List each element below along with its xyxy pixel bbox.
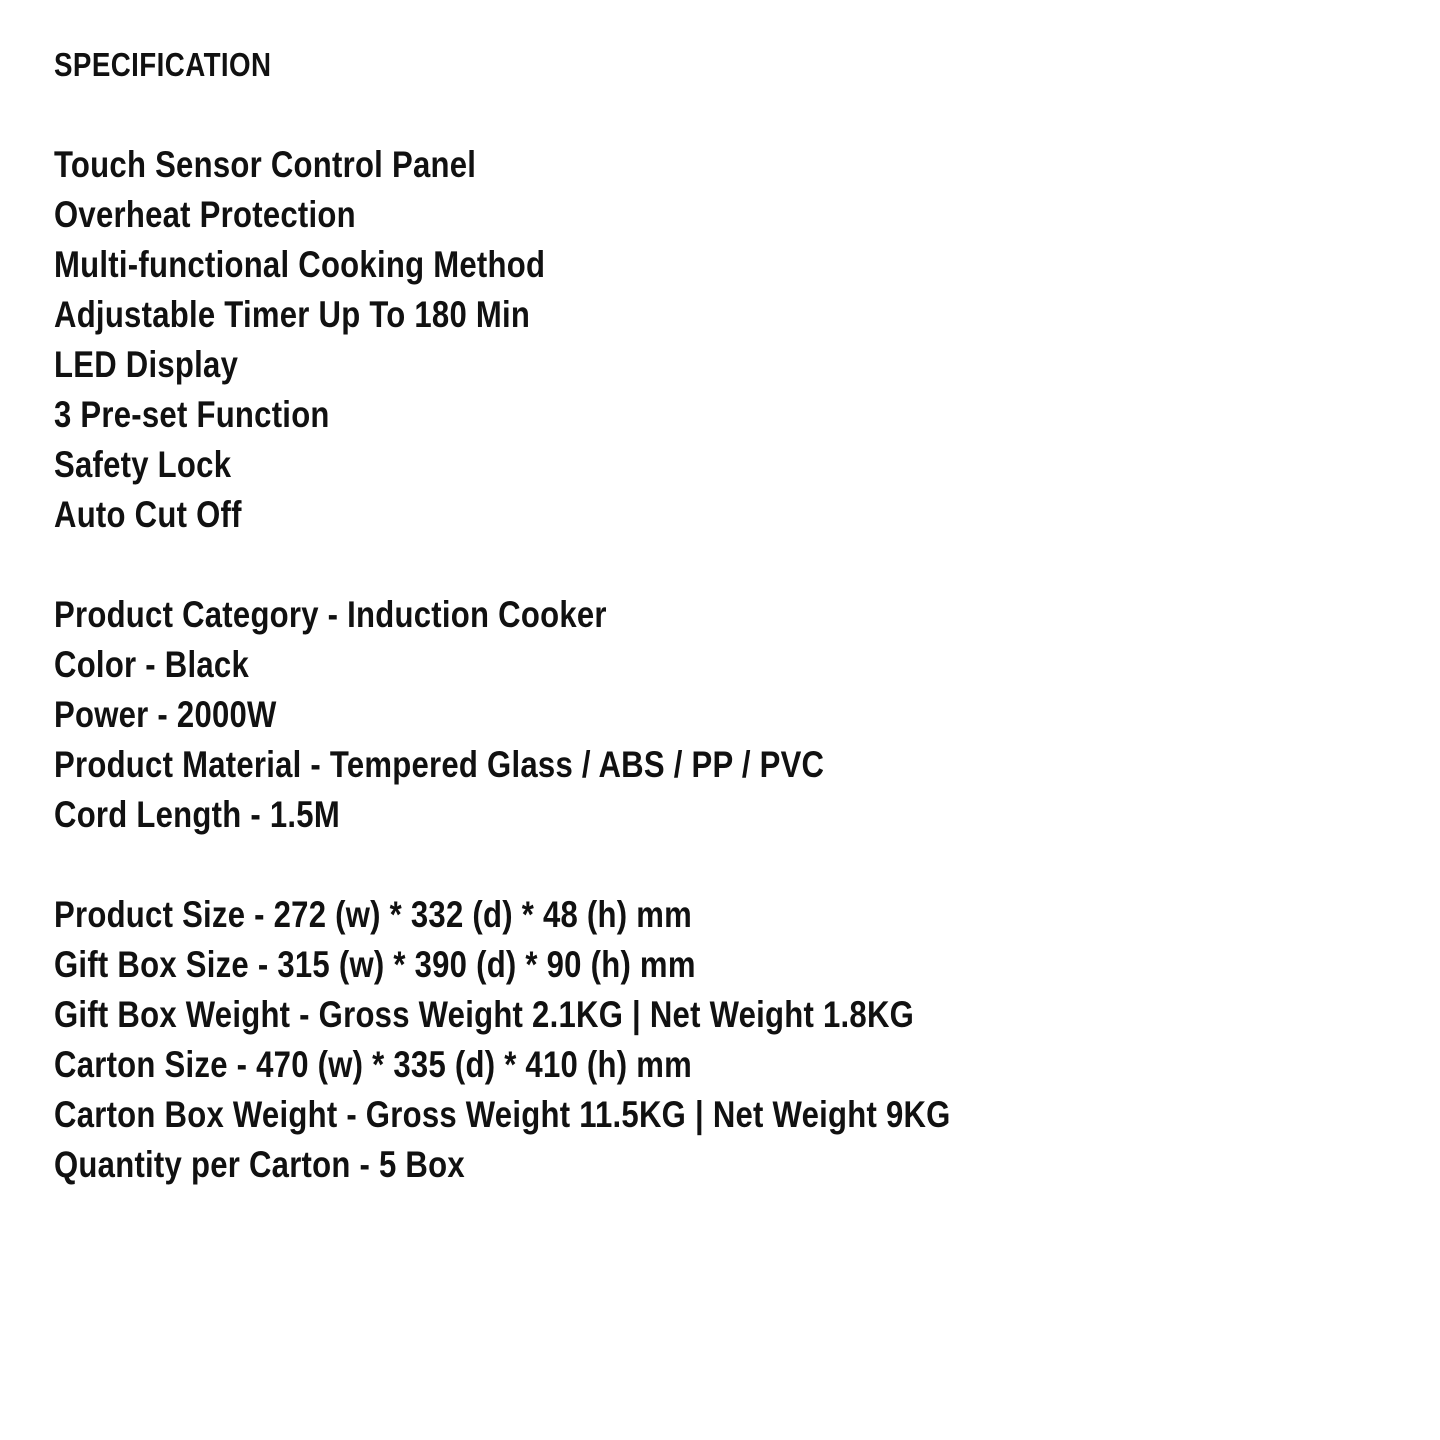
product-info-item: Product Material - Tempered Glass / ABS / PP / PVC [54, 744, 825, 785]
product-info-list [54, 590, 1414, 840]
feature-item: Auto Cut Off [54, 494, 242, 535]
packaging-list [54, 890, 1414, 1190]
packaging-item: Carton Box Weight - Gross Weight 11.5KG | Net Weight 9KG [54, 1094, 951, 1135]
product-info-item: Power - 2000W [54, 694, 277, 735]
feature-item: Touch Sensor Control Panel [54, 144, 477, 185]
features-list [54, 140, 1414, 540]
page-title: SPECIFICATION [54, 46, 272, 83]
packaging-item: Gift Box Size - 315 (w) * 390 (d) * 90 (h) mm [54, 944, 696, 985]
product-info-item: Color - Black [54, 644, 249, 685]
packaging-item: Product Size - 272 (w) * 332 (d) * 48 (h) mm [54, 894, 693, 935]
packaging-item: Quantity per Carton - 5 Box [54, 1144, 465, 1185]
feature-item: 3 Pre-set Function [54, 394, 330, 435]
product-info-item: Product Category - Induction Cooker [54, 594, 607, 635]
feature-item: Overheat Protection [54, 194, 356, 235]
feature-item: Adjustable Timer Up To 180 Min [54, 294, 531, 335]
feature-item: Safety Lock [54, 444, 232, 485]
feature-item: Multi-functional Cooking Method [54, 244, 546, 285]
feature-item: LED Display [54, 344, 239, 385]
packaging-item: Gift Box Weight - Gross Weight 2.1KG | Net Weight 1.8KG [54, 994, 915, 1035]
product-info-item: Cord Length - 1.5M [54, 794, 340, 835]
packaging-item: Carton Size - 470 (w) * 335 (d) * 410 (h) mm [54, 1044, 693, 1085]
specification-sheet [54, 40, 1414, 1190]
